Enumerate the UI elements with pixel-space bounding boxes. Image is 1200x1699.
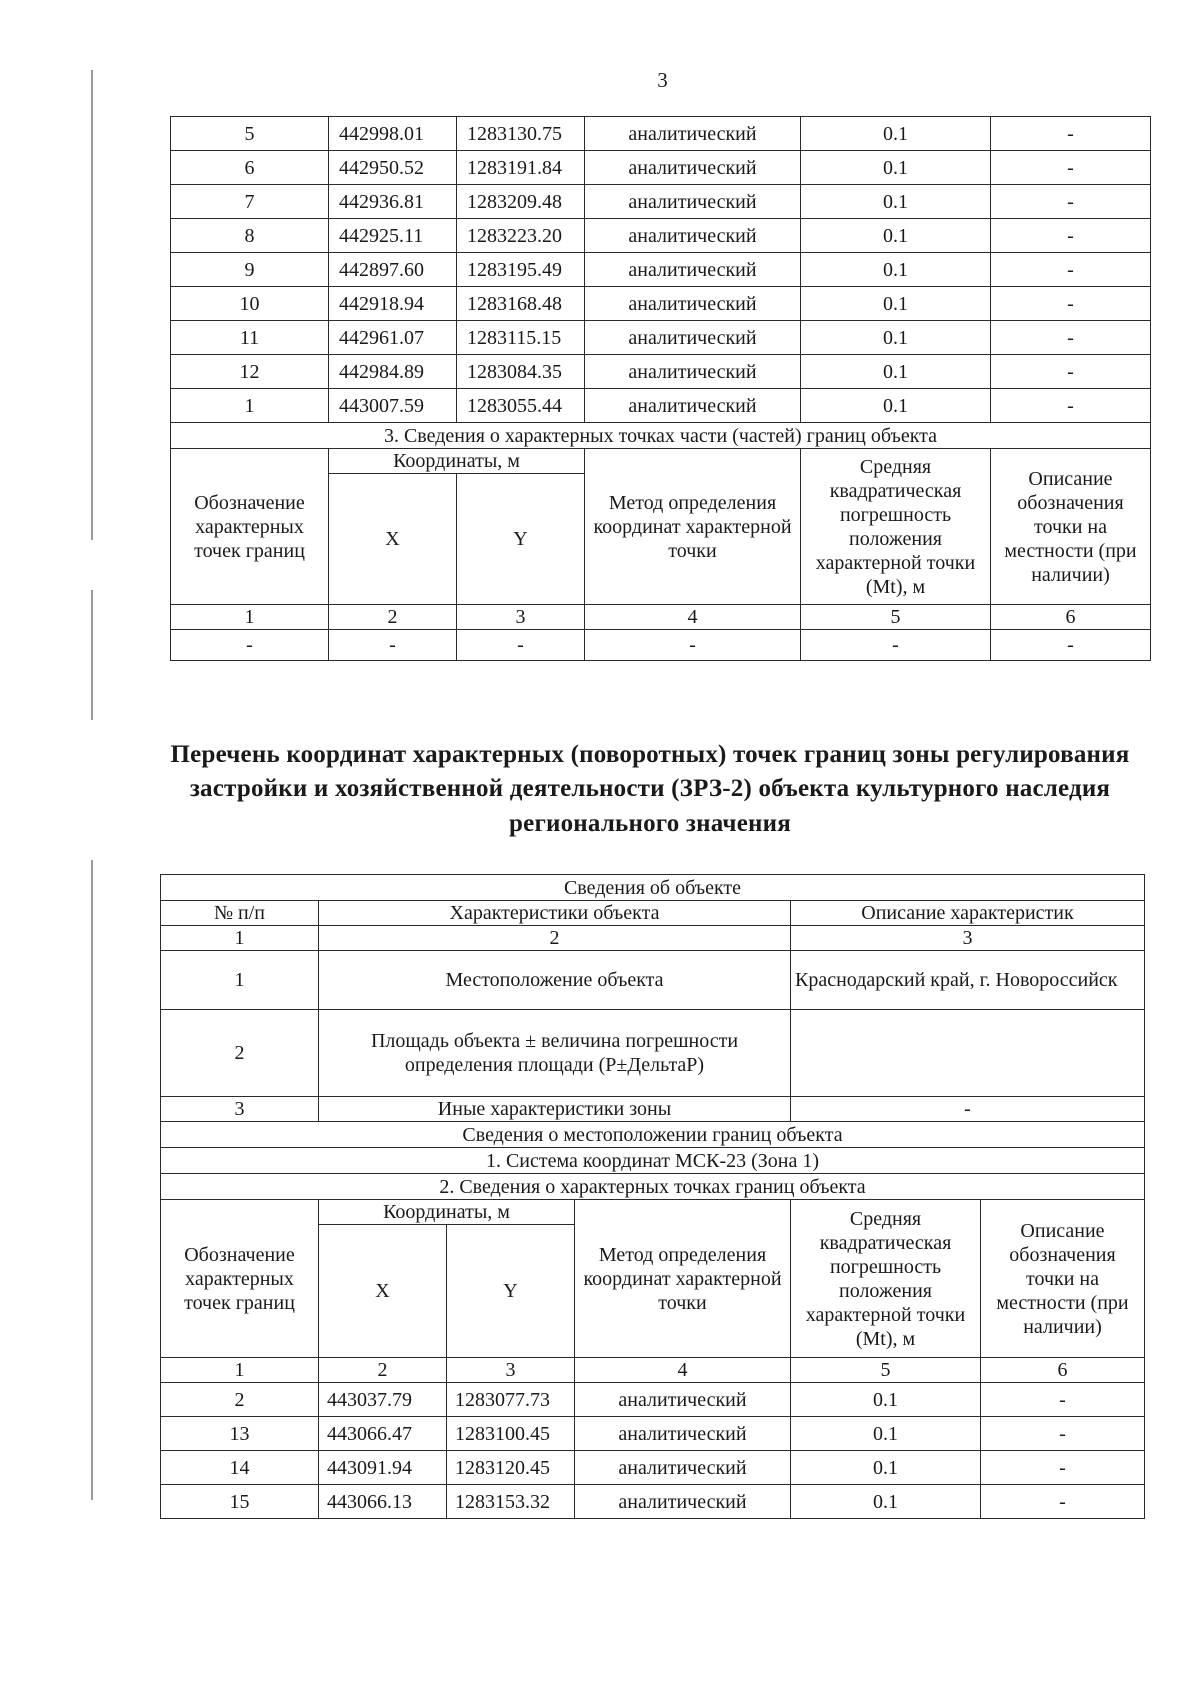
object-info-title: Сведения об объекте — [161, 875, 1145, 901]
coordinate-y-cell: 1283191.84 — [457, 151, 585, 185]
info-row-value — [791, 1010, 1145, 1097]
header-method: Метод определения координат характерной точки — [585, 449, 801, 605]
table-row — [171, 117, 1151, 151]
column-number: 2 — [329, 605, 457, 630]
table-row — [171, 389, 1151, 423]
coordinate-x-cell: 443066.47 — [319, 1417, 447, 1451]
column-number: 3 — [791, 926, 1145, 951]
point-number-cell: 6 — [171, 151, 329, 185]
coordinate-y-cell: 1283195.49 — [457, 253, 585, 287]
error-cell: 0.1 — [801, 287, 991, 321]
header-characteristics: Характеристики объекта — [319, 901, 791, 926]
header-y: Y — [457, 474, 585, 605]
header-coordinates: Координаты, м — [319, 1200, 575, 1225]
method-cell: аналитический — [585, 219, 801, 253]
header-x: X — [319, 1225, 447, 1358]
info-row-number: 3 — [161, 1097, 319, 1122]
header-description: Описание обозначения точки на местности (при наличии) — [981, 1200, 1145, 1358]
header-item-number: № п/п — [161, 901, 319, 926]
method-cell: аналитический — [575, 1383, 791, 1417]
table-row — [161, 1417, 1145, 1451]
empty-cell: - — [171, 630, 329, 661]
point-number-cell: 8 — [171, 219, 329, 253]
description-cell: - — [981, 1383, 1145, 1417]
coordinate-x-cell: 443091.94 — [319, 1451, 447, 1485]
coordinate-y-cell: 1283153.32 — [447, 1485, 575, 1519]
method-cell: аналитический — [575, 1451, 791, 1485]
method-cell: аналитический — [585, 151, 801, 185]
method-cell: аналитический — [585, 117, 801, 151]
column-number: 5 — [791, 1358, 981, 1383]
empty-cell: - — [585, 630, 801, 661]
coordinate-y-cell: 1283168.48 — [457, 287, 585, 321]
info-row-value: Краснодарский край, г. Новороссийск — [791, 951, 1145, 1010]
column-number: 2 — [319, 1358, 447, 1383]
coordinate-x-cell: 442918.94 — [329, 287, 457, 321]
table-row — [171, 185, 1151, 219]
point-number-cell: 9 — [171, 253, 329, 287]
coordinate-x-cell: 443066.13 — [319, 1485, 447, 1519]
error-cell: 0.1 — [801, 389, 991, 423]
coordinate-system: 1. Система координат МСК-23 (Зона 1) — [161, 1148, 1145, 1174]
coordinate-y-cell: 1283055.44 — [457, 389, 585, 423]
boundary-points-table-continued — [170, 116, 1151, 661]
coordinate-y-cell: 1283209.48 — [457, 185, 585, 219]
method-cell: аналитический — [585, 389, 801, 423]
point-number-cell: 13 — [161, 1417, 319, 1451]
header-point-designation: Обозначение характерных точек границ — [161, 1200, 319, 1358]
table-row — [171, 151, 1151, 185]
coordinate-x-cell: 442961.07 — [329, 321, 457, 355]
table-row — [171, 321, 1151, 355]
points-section-title: 2. Сведения о характерных точках границ объекта — [161, 1174, 1145, 1200]
coordinate-x-cell: 442925.11 — [329, 219, 457, 253]
header-error: Средняя квадратическая погрешность положения характерной точки (Mt), м — [791, 1200, 981, 1358]
coordinate-y-cell: 1283223.20 — [457, 219, 585, 253]
page-number: 3 — [657, 68, 668, 92]
coordinate-y-cell: 1283115.15 — [457, 321, 585, 355]
header-x: X — [329, 474, 457, 605]
info-row-characteristic: Местоположение объекта — [319, 951, 791, 1010]
coordinate-y-cell: 1283100.45 — [447, 1417, 575, 1451]
empty-cell: - — [991, 630, 1151, 661]
error-cell: 0.1 — [801, 355, 991, 389]
method-cell: аналитический — [575, 1485, 791, 1519]
header-coordinates: Координаты, м — [329, 449, 585, 474]
error-cell: 0.1 — [801, 321, 991, 355]
info-row-number: 2 — [161, 1010, 319, 1097]
method-cell: аналитический — [585, 355, 801, 389]
empty-cell: - — [801, 630, 991, 661]
description-cell: - — [981, 1417, 1145, 1451]
header-point-designation: Обозначение характерных точек границ — [171, 449, 329, 605]
margin-line — [91, 590, 93, 720]
margin-line — [91, 70, 93, 540]
column-number: 3 — [447, 1358, 575, 1383]
error-cell: 0.1 — [791, 1383, 981, 1417]
header-characteristic-description: Описание характеристик — [791, 901, 1145, 926]
info-row-value: - — [791, 1097, 1145, 1122]
error-cell: 0.1 — [791, 1451, 981, 1485]
description-cell: - — [991, 219, 1151, 253]
coordinate-x-cell: 442984.89 — [329, 355, 457, 389]
info-row-characteristic: Площадь объекта ± величина погрешности определения площади (Р±ДельтаР) — [319, 1010, 791, 1097]
column-number: 3 — [457, 605, 585, 630]
table-row — [171, 287, 1151, 321]
method-cell: аналитический — [585, 287, 801, 321]
description-cell: - — [981, 1451, 1145, 1485]
error-cell: 0.1 — [801, 253, 991, 287]
coordinate-x-cell: 443037.79 — [319, 1383, 447, 1417]
point-number-cell: 1 — [171, 389, 329, 423]
coordinate-x-cell: 442950.52 — [329, 151, 457, 185]
error-cell: 0.1 — [801, 219, 991, 253]
coordinate-x-cell: 443007.59 — [329, 389, 457, 423]
column-number: 6 — [981, 1358, 1145, 1383]
info-row-number: 1 — [161, 951, 319, 1010]
document-title: Перечень координат характерных (поворотных) точек границ зоны регулирования застройки и хозяйственной деятельности (ЗРЗ-2) объекта культурного наследия регионального значения — [170, 741, 1130, 837]
description-cell: - — [991, 287, 1151, 321]
coordinate-y-cell: 1283120.45 — [447, 1451, 575, 1485]
column-number: 4 — [585, 605, 801, 630]
column-number: 1 — [161, 926, 319, 951]
header-method: Метод определения координат характерной точки — [575, 1200, 791, 1358]
column-number: 6 — [991, 605, 1151, 630]
coordinate-x-cell: 442936.81 — [329, 185, 457, 219]
error-cell: 0.1 — [801, 185, 991, 219]
description-cell: - — [991, 151, 1151, 185]
description-cell: - — [991, 117, 1151, 151]
description-cell: - — [991, 185, 1151, 219]
header-description: Описание обозначения точки на местности (при наличии) — [991, 449, 1151, 605]
column-number: 2 — [319, 926, 791, 951]
description-cell: - — [981, 1485, 1145, 1519]
error-cell: 0.1 — [791, 1485, 981, 1519]
column-number: 4 — [575, 1358, 791, 1383]
description-cell: - — [991, 253, 1151, 287]
point-number-cell: 14 — [161, 1451, 319, 1485]
table-row — [171, 253, 1151, 287]
point-number-cell: 15 — [161, 1485, 319, 1519]
coordinate-y-cell: 1283077.73 — [447, 1383, 575, 1417]
description-cell: - — [991, 321, 1151, 355]
zone-info-table — [160, 874, 1145, 1519]
method-cell: аналитический — [575, 1417, 791, 1451]
error-cell: 0.1 — [801, 117, 991, 151]
error-cell: 0.1 — [791, 1417, 981, 1451]
table-row — [161, 1383, 1145, 1417]
column-number: 1 — [171, 605, 329, 630]
section-title-part-points: 3. Сведения о характерных точках части (частей) границ объекта — [171, 423, 1151, 449]
method-cell: аналитический — [585, 321, 801, 355]
point-number-cell: 7 — [171, 185, 329, 219]
description-cell: - — [991, 355, 1151, 389]
coordinate-x-cell: 442897.60 — [329, 253, 457, 287]
point-number-cell: 12 — [171, 355, 329, 389]
empty-cell: - — [329, 630, 457, 661]
point-number-cell: 10 — [171, 287, 329, 321]
table-row — [161, 1485, 1145, 1519]
header-error: Средняя квадратическая погрешность положения характерной точки (Mt), м — [801, 449, 991, 605]
column-number: 1 — [161, 1358, 319, 1383]
point-number-cell: 2 — [161, 1383, 319, 1417]
coordinate-x-cell: 442998.01 — [329, 117, 457, 151]
empty-cell: - — [457, 630, 585, 661]
point-number-cell: 5 — [171, 117, 329, 151]
method-cell: аналитический — [585, 253, 801, 287]
location-section-title: Сведения о местоположении границ объекта — [161, 1122, 1145, 1148]
method-cell: аналитический — [585, 185, 801, 219]
margin-line — [91, 860, 93, 1500]
table-row — [161, 1451, 1145, 1485]
table-row — [171, 219, 1151, 253]
header-y: Y — [447, 1225, 575, 1358]
coordinate-y-cell: 1283084.35 — [457, 355, 585, 389]
info-row-characteristic: Иные характеристики зоны — [319, 1097, 791, 1122]
error-cell: 0.1 — [801, 151, 991, 185]
description-cell: - — [991, 389, 1151, 423]
point-number-cell: 11 — [171, 321, 329, 355]
column-number: 5 — [801, 605, 991, 630]
table-row — [171, 355, 1151, 389]
coordinate-y-cell: 1283130.75 — [457, 117, 585, 151]
